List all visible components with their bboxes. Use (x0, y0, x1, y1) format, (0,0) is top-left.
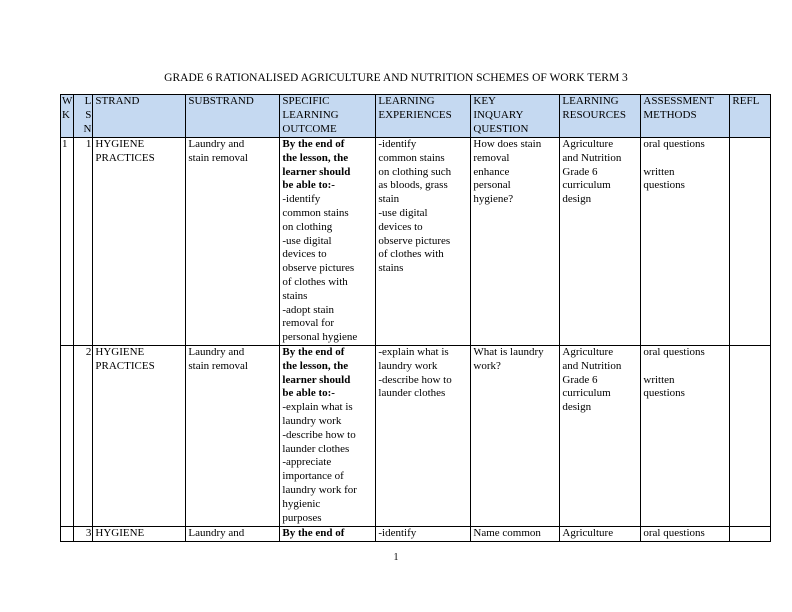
document-title: GRADE 6 RATIONALISED AGRICULTURE AND NUTRITION SCHEMES OF WORK TERM 3 (164, 72, 628, 84)
cell-lsn: 1 (74, 138, 93, 346)
cell-wk: 1 (61, 138, 74, 346)
cell-resources: Agriculture (560, 526, 641, 541)
cell-slo (280, 138, 376, 346)
header-substrand: SUBSTRAND (186, 95, 280, 138)
header-lsn: L S N (74, 95, 93, 138)
cell-resources: Agriculture and Nutrition Grade 6 curriculum design (560, 138, 641, 346)
header-strand: STRAND (93, 95, 186, 138)
cell-strand: HYGIENE PRACTICES (93, 138, 186, 346)
cell-lsn: 3 (74, 526, 93, 541)
slo-intro: By the end of the lesson, the learner should be able to:- (282, 138, 351, 192)
cell-question: How does stain removal enhance personal hygiene? (471, 138, 560, 346)
cell-experiences: -identify common stains on clothing such as bloods, grass stain -use digital devices to observe pictures of clothes with stains (376, 138, 471, 346)
cell-refl (730, 526, 771, 541)
slo-intro: By the end of (282, 526, 345, 539)
slo-text: -explain what is laundry work -describe how to launder clothes -appreciate importance of laundry work for hygienic purposes (282, 401, 357, 524)
header-wk: W K (61, 95, 74, 138)
cell-assessment: oral questions written questions (641, 345, 730, 526)
cell-substrand: Laundry and (186, 526, 280, 541)
cell-refl (730, 345, 771, 526)
cell-resources: Agriculture and Nutrition Grade 6 curriculum design (560, 345, 641, 526)
cell-wk (61, 345, 74, 526)
cell-wk (61, 526, 74, 541)
table-row (61, 526, 771, 541)
cell-substrand: Laundry and stain removal (186, 345, 280, 526)
table-row (61, 345, 771, 526)
cell-substrand: Laundry and stain removal (186, 138, 280, 346)
cell-experiences: -identify (376, 526, 471, 541)
header-row (61, 95, 771, 138)
cell-slo (280, 345, 376, 526)
header-refl: REFL (730, 95, 771, 138)
cell-assessment: oral questions (641, 526, 730, 541)
slo-text: -identify common stains on clothing -use digital devices to observe pictures of clothes with stains -adopt stain removal for personal hygiene (282, 193, 358, 344)
cell-question: What is laundry work? (471, 345, 560, 526)
table-row (61, 138, 771, 346)
page-number: 1 (393, 552, 399, 563)
cell-question: Name common (471, 526, 560, 541)
cell-slo (280, 526, 376, 541)
cell-strand: HYGIENE PRACTICES (93, 345, 186, 526)
header-experiences: LEARNING EXPERIENCES (376, 95, 471, 138)
schemes-table (60, 94, 771, 542)
cell-lsn: 2 (74, 345, 93, 526)
header-resources: LEARNING RESOURCES (560, 95, 641, 138)
cell-experiences: -explain what is laundry work -describe how to launder clothes (376, 345, 471, 526)
cell-strand: HYGIENE (93, 526, 186, 541)
header-question: KEY INQUARY QUESTION (471, 95, 560, 138)
header-slo: SPECIFIC LEARNING OUTCOME (280, 95, 376, 138)
cell-assessment: oral questions written questions (641, 138, 730, 346)
header-assessment: ASSESSMENT METHODS (641, 95, 730, 138)
slo-intro: By the end of the lesson, the learner should be able to:- (282, 345, 351, 400)
cell-refl (730, 138, 771, 346)
